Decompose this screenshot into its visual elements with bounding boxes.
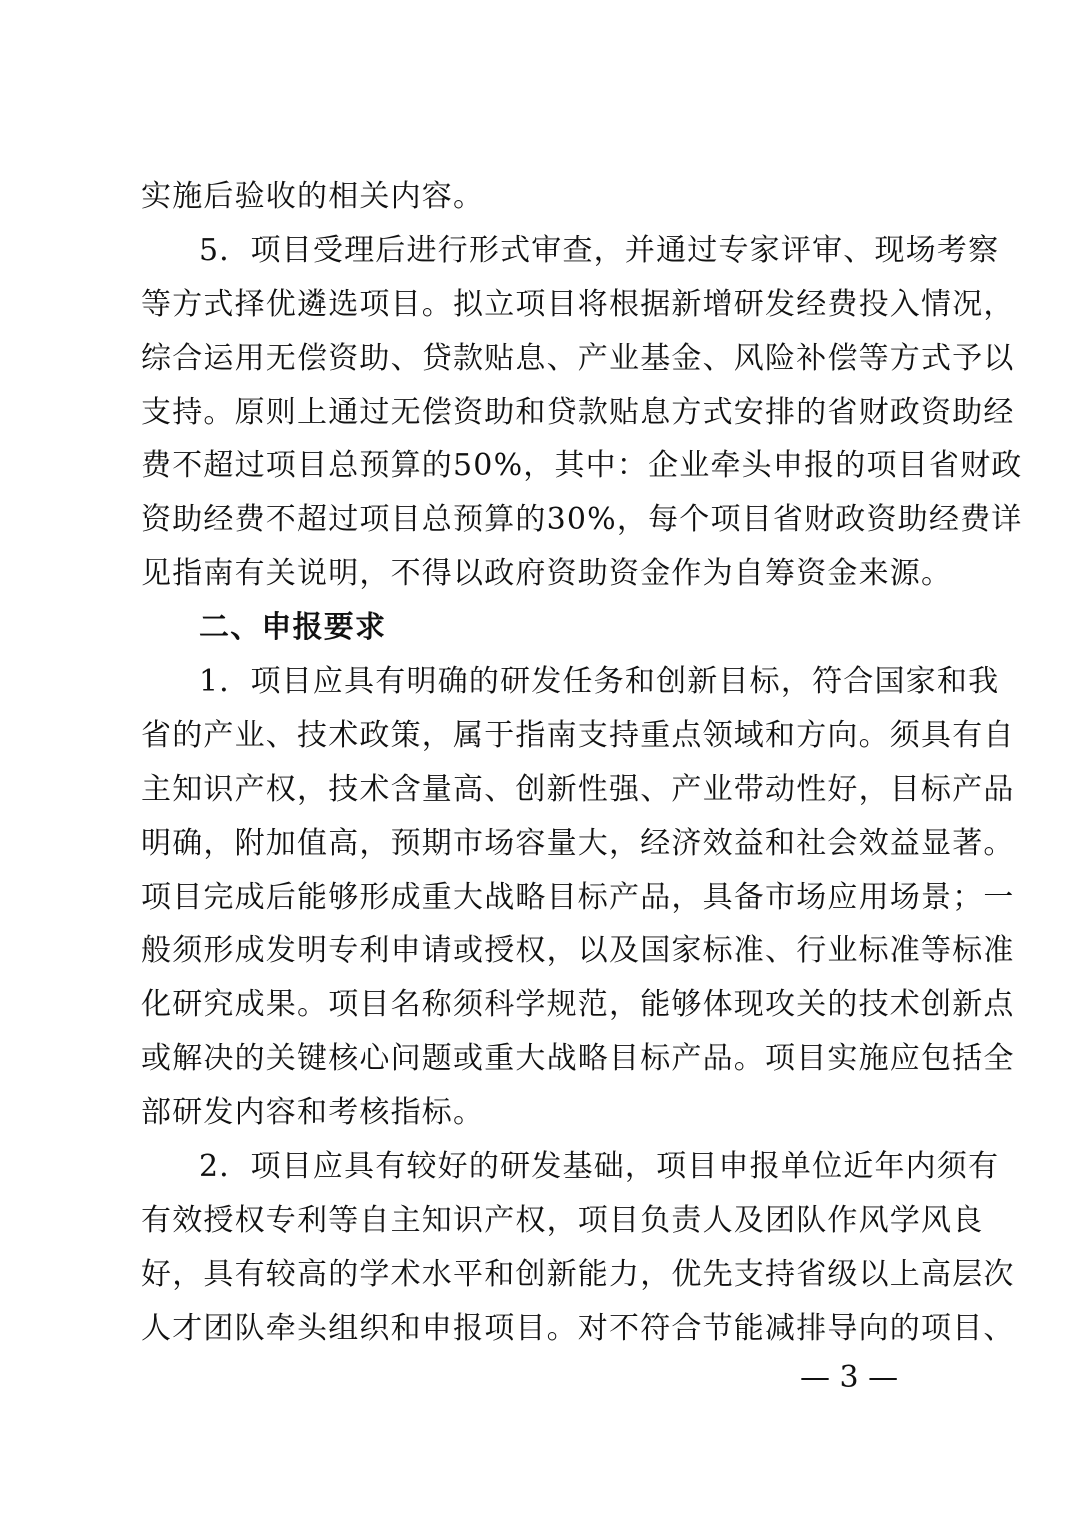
document-body xyxy=(141,170,1023,1356)
text-line: 综合运用无偿资助、贷款贴息、产业基金、风险补偿等方式予以 xyxy=(141,340,1015,376)
text-line: 好，具有较高的学术水平和创新能力，优先支持省级以上高层次 xyxy=(141,1256,1015,1292)
text-line: 省的产业、技术政策，属于指南支持重点领域和方向。须具有自 xyxy=(141,717,1015,753)
text-line: 部研发内容和考核指标。 xyxy=(141,1095,485,1131)
page-number: — 3 — xyxy=(800,1360,899,1395)
paragraph-1-line: 1．项目应具有明确的研发任务和创新目标，符合国家和我 xyxy=(199,664,1000,700)
text-line: 资助经费不超过项目总预算的30%，每个项目省财政资助经费详 xyxy=(141,502,1023,538)
text-line: 见指南有关说明，不得以政府资助资金作为自筹资金来源。 xyxy=(141,556,953,592)
text-line: 般须形成发明专利申请或授权，以及国家标准、行业标准等标准 xyxy=(141,933,1015,969)
section-heading: 二、申报要求 xyxy=(199,610,387,646)
text-line: 化研究成果。项目名称须科学规范，能够体现攻关的技术创新点 xyxy=(141,987,1015,1023)
paragraph-2-line: 2．项目应具有较好的研发基础，项目申报单位近年内须有 xyxy=(199,1149,1000,1185)
text-line: 明确，附加值高，预期市场容量大，经济效益和社会效益显著。 xyxy=(141,825,1015,861)
text-line: 实施后验收的相关内容。 xyxy=(141,179,485,214)
text-line: 等方式择优遴选项目。拟立项目将根据新增研发经费投入情况， xyxy=(141,286,1015,322)
text-line: 费不超过项目总预算的50%，其中：企业牵头申报的项目省财政 xyxy=(141,448,1023,484)
text-line: 有效授权专利等自主知识产权，项目负责人及团队作风学风良 xyxy=(141,1202,984,1238)
text-line: 主知识产权，技术含量高、创新性强、产业带动性好，目标产品 xyxy=(141,771,1015,807)
text-line: 项目完成后能够形成重大战略目标产品，具备市场应用场景；一 xyxy=(141,879,1015,915)
text-line: 支持。原则上通过无偿资助和贷款贴息方式安排的省财政资助经 xyxy=(141,394,1015,430)
paragraph-5-line: 5．项目受理后进行形式审查，并通过专家评审、现场考察 xyxy=(199,232,1000,268)
text-line: 或解决的关键核心问题或重大战略目标产品。项目实施应包括全 xyxy=(141,1041,1015,1077)
text-line: 人才团队牵头组织和申报项目。对不符合节能减排导向的项目、 xyxy=(141,1310,1015,1346)
